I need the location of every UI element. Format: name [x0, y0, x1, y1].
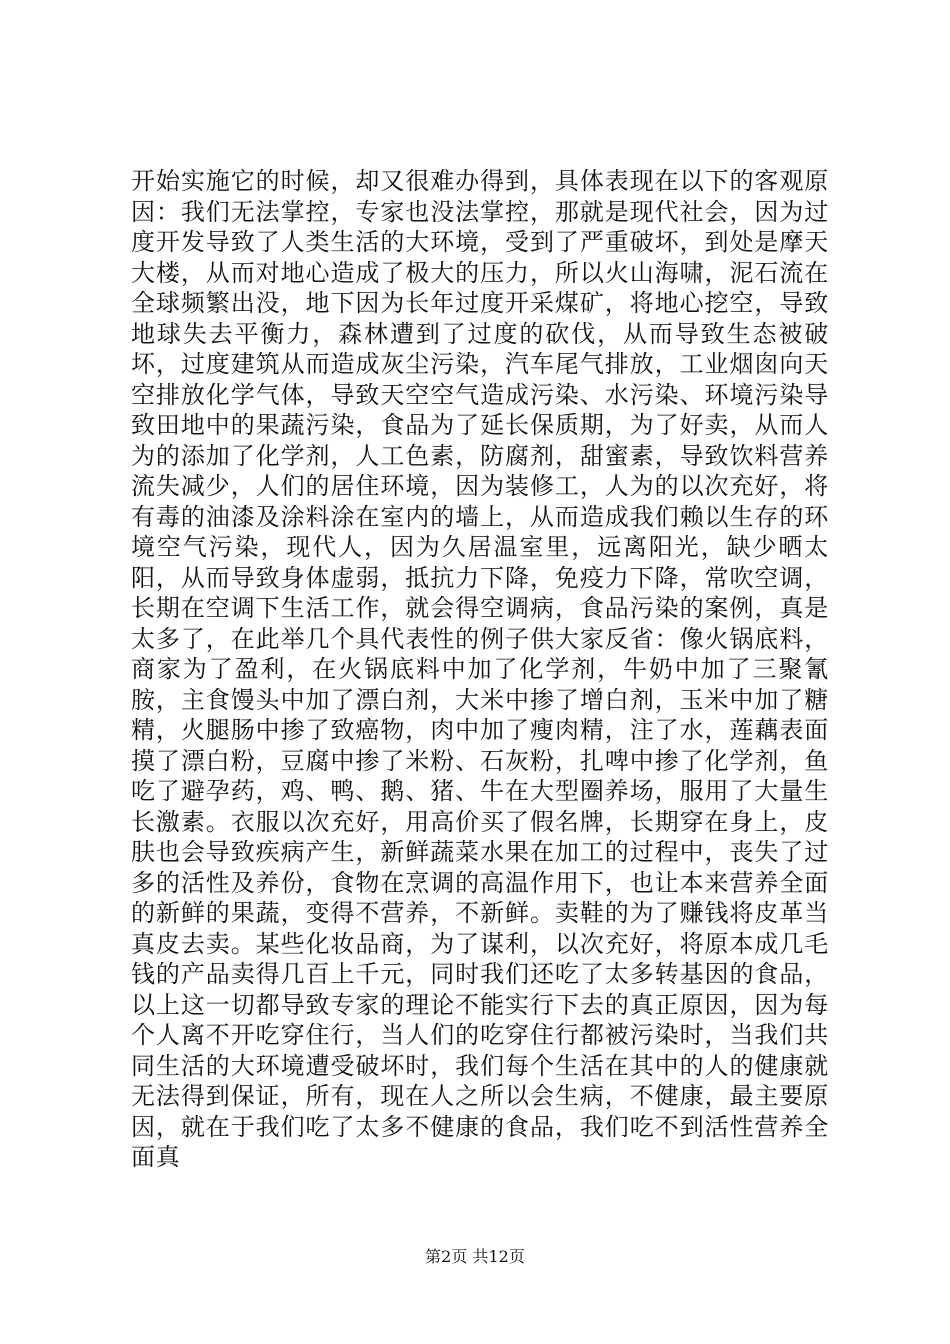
body-paragraph: 开始实施它的时候，却又很难办得到，具体表现在以下的客观原因：我们无法掌控，专家也没法掌控，那就是现代社会，因为过度开发导致了人类生活的大环境，受到了严重破坏，到处是摩天大楼，从而对地心造成了极大的压力，所以火山海啸，泥石流在全球频繁出没，地下因为长年过度开采煤矿，将地心挖空，导致地球失去平衡力，森林遭到了过度的砍伐，从而导致生态被破坏，过度建筑从而造成灰尘污染，汽车尾气排放，工业烟囱向天空排放化学气体，导致天空空气造成污染、水污染、环境污染导致田地中的果蔬污染，食品为了延长保质期，为了好卖，从而人为的添加了化学剂，人工色素，防腐剂，甜蜜素，导致饮料营养流失减少，人们的居住环境，因为装修工，人为的以次充好，将有毒的油漆及涂料涂在室内的墙上，从而造成我们赖以生存的环境空气污染，现代人，因为久居温室里，远离阳光，缺少晒太阳，从而导致身体虚弱，抵抗力下降，免疫力下降，常吹空调，长期在空调下生活工作，就会得空调病，食品污染的案例，真是太多了，在此举几个具代表性的例子供大家反省：像火锅底料，商家为了盈利，在火锅底料中加了化学剂，牛奶中加了三聚氰胺，主食馒头中加了漂白剂，大米中掺了增白剂，玉米中加了糖精，火腿肠中掺了致癌物，肉中加了瘦肉精，注了水，莲藕表面摸了漂白粉，豆腐中掺了米粉、石灰粉，扎啤中掺了化学剂，鱼吃了避孕药，鸡、鸭、鹅、猪、牛在大型圈养场，服用了大量生长激素。衣服以次充好，用高价买了假名牌，长期穿在身上，皮肤也会导致疾病产生，新鲜蔬菜水果在加工的过程中，丧失了过多的活性及养份，食物在烹调的高温作用下，也让本来营养全面的新鲜的果蔬，变得不营养，不新鲜。卖鞋的为了赚钱将皮革当真皮去卖。某些化妆品商，为了谋利，以次充好，将原本成几毛钱的产品卖得几百上千元，同时我们还吃了太多转基因的食品，以上这一切都导致专家的理论不能实行下去的真正原因，因为每个人离不开吃穿住行，当人们的吃穿住行都被污染时，当我们共同生活的大环境遭受破坏时，我们每个生活在其中的人的健康就无法得到保证，所有，现在人之所以会生病，不健康，最主要原因，就在于我们吃了太多不健康的食品，我们吃不到活性营养全面真: [131, 167, 829, 1171]
page-footer: [0, 1244, 950, 1267]
page-number: 第2页: [425, 1247, 468, 1266]
page-total: 共12页: [472, 1247, 525, 1266]
